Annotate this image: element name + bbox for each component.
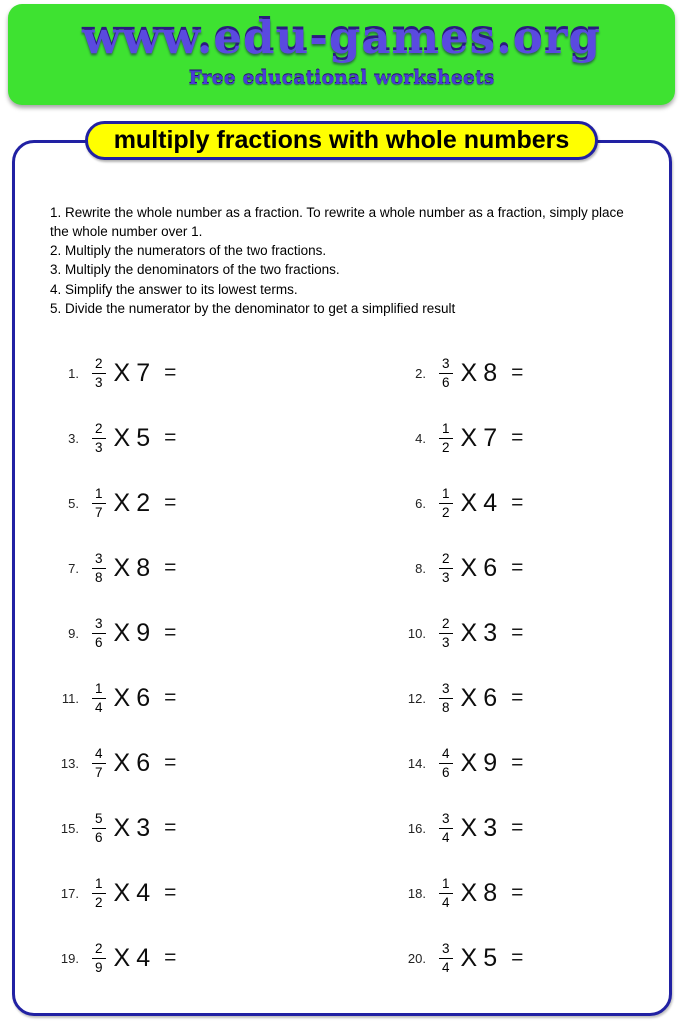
fraction-numerator: 1 — [439, 486, 453, 504]
fraction-numerator: 3 — [439, 941, 453, 959]
problem-row — [398, 873, 637, 913]
instruction-item: 5. Divide the numerator by the denominator to get a simplified result — [50, 300, 456, 316]
multiplication-expression — [461, 684, 498, 713]
equals-sign: = — [511, 946, 524, 969]
whole-number: 3 — [483, 813, 498, 842]
times-symbol: X — [460, 943, 478, 972]
problem-row — [51, 483, 398, 523]
equals-sign: = — [511, 816, 524, 839]
times-symbol: X — [113, 488, 131, 517]
fraction-denominator: 3 — [442, 634, 450, 650]
fraction-numerator: 1 — [92, 876, 106, 894]
problem-number: 6. — [415, 495, 426, 511]
whole-number: 4 — [136, 878, 151, 907]
fraction — [439, 876, 453, 910]
fraction-denominator: 6 — [95, 829, 103, 845]
equals-sign: = — [164, 491, 177, 514]
whole-number: 7 — [136, 358, 151, 387]
equals-sign: = — [164, 751, 177, 774]
times-symbol: X — [113, 683, 131, 712]
whole-number: 9 — [136, 618, 151, 647]
fraction-numerator: 5 — [92, 811, 106, 829]
problem-number: 4. — [415, 430, 426, 446]
multiplication-expression — [114, 684, 151, 713]
problem-number: 10. — [407, 625, 426, 641]
equals-sign: = — [164, 881, 177, 904]
problem-number: 16. — [407, 820, 426, 836]
problem-row — [398, 938, 637, 978]
whole-number: 2 — [136, 488, 151, 517]
times-symbol: X — [113, 423, 131, 452]
problem-row — [51, 938, 398, 978]
fraction — [92, 681, 106, 715]
fraction-denominator: 3 — [95, 374, 103, 390]
fraction — [92, 876, 106, 910]
times-symbol: X — [113, 878, 131, 907]
multiplication-expression — [114, 619, 151, 648]
multiplication-expression — [461, 619, 498, 648]
fraction — [439, 421, 453, 455]
multiplication-expression — [114, 424, 151, 453]
problem-row — [398, 418, 637, 458]
fraction-numerator: 1 — [439, 421, 453, 439]
fraction-denominator: 2 — [442, 439, 450, 455]
fraction-numerator: 4 — [439, 746, 453, 764]
equals-sign: = — [511, 621, 524, 644]
multiplication-expression — [461, 944, 498, 973]
fraction — [92, 356, 106, 390]
fraction-denominator: 6 — [442, 374, 450, 390]
multiplication-expression — [461, 814, 498, 843]
problem-row — [51, 613, 398, 653]
problem-number: 13. — [60, 755, 79, 771]
times-symbol: X — [460, 683, 478, 712]
whole-number: 6 — [136, 683, 151, 712]
instructions-list — [50, 203, 642, 318]
times-symbol: X — [113, 943, 131, 972]
fraction — [92, 811, 106, 845]
whole-number: 8 — [483, 878, 498, 907]
equals-sign: = — [511, 361, 524, 384]
fraction — [439, 746, 453, 780]
fraction — [439, 486, 453, 520]
problem-number: 20. — [407, 950, 426, 966]
equals-sign: = — [511, 751, 524, 774]
whole-number: 3 — [483, 618, 498, 647]
fraction — [439, 551, 453, 585]
multiplication-expression — [114, 944, 151, 973]
times-symbol: X — [460, 878, 478, 907]
problem-row — [398, 808, 637, 848]
problem-row — [51, 418, 398, 458]
problem-row — [51, 873, 398, 913]
site-header — [8, 4, 675, 105]
fraction-numerator: 3 — [92, 616, 106, 634]
fraction-numerator: 1 — [439, 876, 453, 894]
problem-number: 18. — [407, 885, 426, 901]
problem-row — [51, 548, 398, 588]
fraction — [439, 811, 453, 845]
fraction-denominator: 3 — [442, 569, 450, 585]
fraction-denominator: 4 — [95, 699, 103, 715]
problem-row — [398, 678, 637, 718]
whole-number: 8 — [483, 358, 498, 387]
fraction-numerator: 2 — [439, 616, 453, 634]
problem-row — [51, 678, 398, 718]
multiplication-expression — [461, 359, 498, 388]
fraction-denominator: 2 — [442, 504, 450, 520]
worksheet-title-pill — [85, 121, 598, 160]
problem-row — [398, 613, 637, 653]
problem-row — [51, 808, 398, 848]
whole-number: 5 — [136, 423, 151, 452]
instruction-item: 3. Multiply the denominators of the two fractions. — [50, 262, 340, 278]
whole-number: 9 — [483, 748, 498, 777]
problem-row — [398, 743, 637, 783]
fraction — [92, 746, 106, 780]
fraction-numerator: 3 — [439, 811, 453, 829]
equals-sign: = — [511, 491, 524, 514]
equals-sign: = — [511, 426, 524, 449]
fraction-denominator: 4 — [442, 959, 450, 975]
worksheet-body — [12, 140, 672, 1016]
problem-row — [398, 353, 637, 393]
equals-sign: = — [511, 686, 524, 709]
problem-number: 3. — [68, 430, 79, 446]
fraction-denominator: 9 — [95, 959, 103, 975]
multiplication-expression — [461, 489, 498, 518]
multiplication-expression — [114, 749, 151, 778]
times-symbol: X — [113, 618, 131, 647]
fraction-numerator: 1 — [92, 681, 106, 699]
fraction — [92, 486, 106, 520]
problem-number: 5. — [68, 495, 79, 511]
fraction-numerator: 3 — [439, 681, 453, 699]
times-symbol: X — [460, 748, 478, 777]
fraction — [92, 551, 106, 585]
fraction — [439, 681, 453, 715]
fraction-denominator: 3 — [95, 439, 103, 455]
equals-sign: = — [164, 361, 177, 384]
fraction-numerator: 2 — [92, 941, 106, 959]
problem-number: 12. — [407, 690, 426, 706]
problem-number: 14. — [407, 755, 426, 771]
fraction-denominator: 2 — [95, 894, 103, 910]
problem-number: 8. — [415, 560, 426, 576]
problem-number: 9. — [68, 625, 79, 641]
problem-number: 17. — [60, 885, 79, 901]
problem-number: 1. — [68, 365, 79, 381]
problem-row — [398, 483, 637, 523]
instruction-item: 1. Rewrite the whole number as a fraction. To rewrite a whole number as a fraction, simply place the whole number over 1. — [50, 205, 624, 240]
problem-number: 19. — [60, 950, 79, 966]
fraction-numerator: 3 — [439, 356, 453, 374]
whole-number: 4 — [136, 943, 151, 972]
problems-grid — [51, 353, 637, 978]
times-symbol: X — [460, 618, 478, 647]
fraction — [439, 356, 453, 390]
fraction-numerator: 4 — [92, 746, 106, 764]
equals-sign: = — [164, 686, 177, 709]
fraction — [439, 616, 453, 650]
fraction-numerator: 2 — [92, 356, 106, 374]
multiplication-expression — [114, 879, 151, 908]
fraction-numerator: 2 — [439, 551, 453, 569]
multiplication-expression — [114, 359, 151, 388]
times-symbol: X — [113, 358, 131, 387]
problem-number: 7. — [68, 560, 79, 576]
problem-number: 15. — [60, 820, 79, 836]
whole-number: 6 — [483, 683, 498, 712]
instruction-item: 2. Multiply the numerators of the two fractions. — [50, 243, 327, 259]
fraction — [92, 616, 106, 650]
whole-number: 3 — [136, 813, 151, 842]
whole-number: 7 — [483, 423, 498, 452]
equals-sign: = — [164, 816, 177, 839]
times-symbol: X — [460, 553, 478, 582]
multiplication-expression — [461, 749, 498, 778]
worksheet-title: multiply fractions with whole numbers — [113, 126, 570, 154]
problem-row — [51, 353, 398, 393]
site-subtitle: Free educational worksheets — [188, 67, 495, 89]
multiplication-expression — [461, 554, 498, 583]
instruction-item: 4. Simplify the answer to its lowest terms. — [50, 281, 298, 297]
multiplication-expression — [114, 814, 151, 843]
equals-sign: = — [511, 556, 524, 579]
whole-number: 4 — [483, 488, 498, 517]
fraction-numerator: 3 — [92, 551, 106, 569]
problem-row — [51, 743, 398, 783]
times-symbol: X — [113, 553, 131, 582]
multiplication-expression — [114, 554, 151, 583]
times-symbol: X — [460, 488, 478, 517]
fraction-denominator: 7 — [95, 504, 103, 520]
fraction-denominator: 8 — [442, 699, 450, 715]
times-symbol: X — [113, 813, 131, 842]
fraction-denominator: 4 — [442, 894, 450, 910]
multiplication-expression — [114, 489, 151, 518]
equals-sign: = — [164, 556, 177, 579]
fraction-numerator: 2 — [92, 421, 106, 439]
times-symbol: X — [113, 748, 131, 777]
multiplication-expression — [461, 424, 498, 453]
multiplication-expression — [461, 879, 498, 908]
fraction-denominator: 6 — [95, 634, 103, 650]
whole-number: 6 — [483, 553, 498, 582]
times-symbol: X — [460, 423, 478, 452]
fraction — [92, 941, 106, 975]
fraction-numerator: 1 — [92, 486, 106, 504]
site-title: www.edu-games.org — [82, 11, 601, 64]
fraction — [439, 941, 453, 975]
problem-row — [398, 548, 637, 588]
fraction-denominator: 7 — [95, 764, 103, 780]
whole-number: 6 — [136, 748, 151, 777]
fraction — [92, 421, 106, 455]
times-symbol: X — [460, 813, 478, 842]
fraction-denominator: 6 — [442, 764, 450, 780]
whole-number: 8 — [136, 553, 151, 582]
equals-sign: = — [511, 881, 524, 904]
times-symbol: X — [460, 358, 478, 387]
problem-number: 2. — [415, 365, 426, 381]
equals-sign: = — [164, 426, 177, 449]
fraction-denominator: 8 — [95, 569, 103, 585]
problem-number: 11. — [61, 690, 79, 706]
equals-sign: = — [164, 621, 177, 644]
fraction-denominator: 4 — [442, 829, 450, 845]
whole-number: 5 — [483, 943, 498, 972]
equals-sign: = — [164, 946, 177, 969]
